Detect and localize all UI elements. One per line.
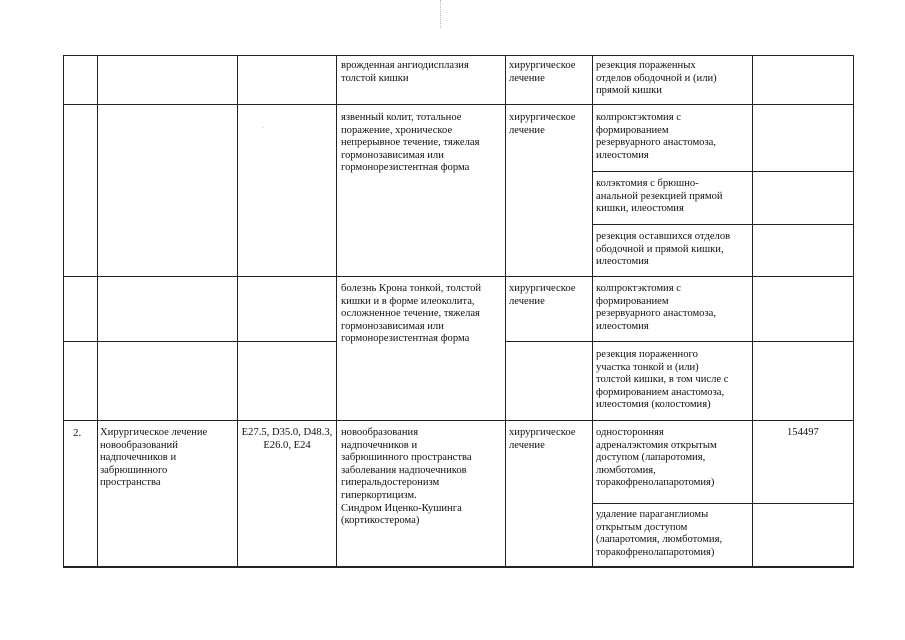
border-left: [63, 55, 64, 568]
stray-mark: ·: [262, 125, 264, 131]
medical-care-table: [63, 55, 854, 568]
row4-cost: 154497: [787, 427, 819, 438]
row4-number: 2.: [73, 427, 82, 439]
method-divider-2b: [592, 224, 854, 225]
border-top: [63, 55, 854, 56]
row-divider-3-right: [505, 341, 854, 342]
row2-diagnosis: язвенный колит, тотальное поражение, хроническое непрерывное течение, тяжелая гормонозависимая или гормонорезистентная форма: [341, 112, 480, 174]
row3-method-2: резекция пораженного участка тонкой и (или) толстой кишки, в том числе с формированием анастомоза, илеостомия (колостомия): [596, 349, 729, 411]
col-divider-5: [592, 55, 593, 568]
col-divider-1: [97, 55, 98, 568]
row3-treatment: хирургическое лечение: [509, 283, 576, 307]
row1-diagnosis: врожденная ангиодисплазия толстой кишки: [341, 60, 469, 84]
col-divider-4: [505, 55, 506, 568]
col-divider-3: [336, 55, 337, 568]
row-divider-1: [63, 104, 854, 105]
row2-method-2: колэктомия с брюшно- анальной резекцией прямой кишки, илеостомия: [596, 178, 723, 215]
col-divider-6: [752, 55, 753, 568]
row2-treatment: хирургическое лечение: [509, 112, 576, 136]
row4-treatment: хирургическое лечение: [509, 427, 576, 451]
method-divider-2a: [592, 171, 854, 172]
row4-method-1: односторонняя адреналэктомия открытым доступом (лапаротомия, люмботомия, торакофренолапаротомия): [596, 427, 717, 489]
scan-fold-mark: [440, 0, 441, 28]
row-divider-2: [63, 276, 854, 277]
method-divider-4a: [592, 503, 854, 504]
row-divider-4: [63, 420, 854, 421]
row1-treatment: хирургическое лечение: [509, 60, 576, 84]
row4-name: Хирургическое лечение новообразований надпочечников и забрюшинного пространства: [100, 427, 208, 489]
border-right: [853, 55, 854, 568]
row4-codes: E27.5, D35.0, D48.3, E26.0, E24: [241, 427, 333, 451]
row2-method-1: колпроктэктомия с формированием резервуарного анастомоза, илеостомия: [596, 112, 716, 161]
row3-diagnosis: болезнь Крона тонкой, толстой кишки и в форме илеоколита, осложненное течение, тяжелая гормонозависимая или гормонорезистентная форма: [341, 283, 482, 345]
row-divider-3-left: [63, 341, 337, 342]
row4-diagnosis: новообразования надпочечников и забрюшинного пространства заболевания надпочечников гиперальдостеронизм гиперкортицизм. Синдром Иценко-Кушинга (кортикостерома): [341, 427, 472, 527]
col-divider-2: [237, 55, 238, 568]
row1-method-1: резекция пораженных отделов ободочной и (или) прямой кишки: [596, 60, 717, 97]
row4-method-2: удаление параганглиомы открытым доступом (лапаротомия, люмботомия, торакофренолапаротомия): [596, 509, 723, 558]
row2-method-3: резекция оставшихся отделов ободочной и прямой кишки, илеостомия: [596, 231, 731, 268]
row3-method-1: колпроктэктомия с формированием резервуарного анастомоза, илеостомия: [596, 283, 716, 332]
border-bottom: [63, 566, 854, 568]
